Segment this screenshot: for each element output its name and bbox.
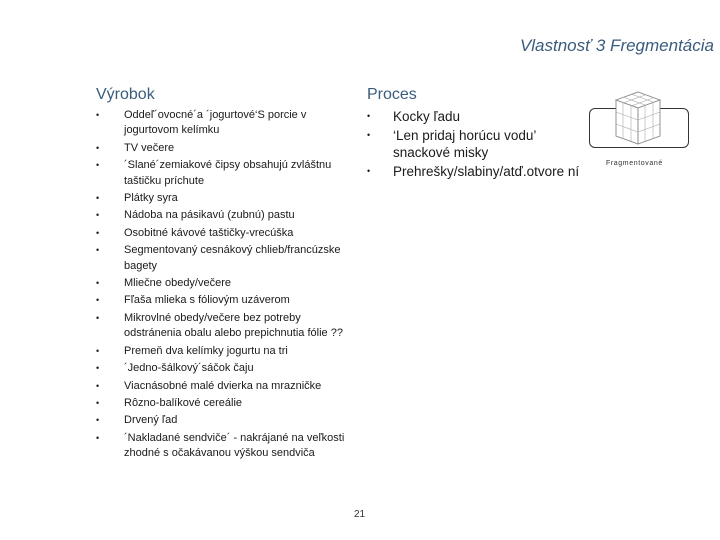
list-item: • Osobitné kávové taštičky-vrecúška [96, 226, 358, 241]
list-item: • Plátky syra [96, 191, 358, 206]
list-item: • ´Jedno-šálkový´sáčok čaju [96, 361, 358, 376]
list-item: • ‘Len pridaj horúcu vodu’ snackové misky [367, 127, 582, 161]
product-column-heading: Výrobok [96, 86, 155, 103]
list-item: • Oddeľ´ovocné´a ´jogurtové‘S porcie v jogurtovom kelímku [96, 108, 358, 139]
list-item: • TV večere [96, 141, 358, 156]
illustration-caption: Fragmentované [606, 160, 663, 167]
page-number: 21 [354, 509, 366, 520]
fragmented-cube-icon [608, 86, 668, 154]
list-item: • Drvený ľad [96, 413, 358, 428]
slide-title: Vlastnosť 3 Fregmentácia [519, 36, 714, 55]
list-item: • Rôzno-balíkové cereálie [96, 396, 358, 411]
list-item: • Viacnásobné malé dvierka na mrazničke [96, 379, 358, 394]
list-item: • Prehrešky/slabiny/atď.otvore ní [367, 163, 582, 180]
product-list [96, 108, 358, 464]
process-list [367, 108, 582, 182]
list-item: • ´Slané´zemiakové čipsy obsahujú zvláštnu taštičku príchute [96, 158, 358, 189]
list-item: • ´Nakladané sendviče´ - nakrájané na veľkosti zhodné s očakávanou výškou sendviča [96, 431, 358, 462]
list-item: • Premeň dva kelímky jogurtu na tri [96, 344, 358, 359]
list-item: • Mliečne obedy/večere [96, 276, 358, 291]
process-column-heading: Proces [367, 86, 417, 103]
list-item: • Nádoba na pásikavú (zubnú) pastu [96, 208, 358, 223]
list-item: • Segmentovaný cesnákový chlieb/francúzske bagety [96, 243, 358, 274]
list-item: • Fľaša mlieka s fóliovým uzáverom [96, 293, 358, 308]
list-item: • Kocky ľadu [367, 108, 582, 125]
list-item: • Mikrovlné obedy/večere bez potreby odstránenia obalu alebo prepichnutia fólie ?? [96, 311, 358, 342]
